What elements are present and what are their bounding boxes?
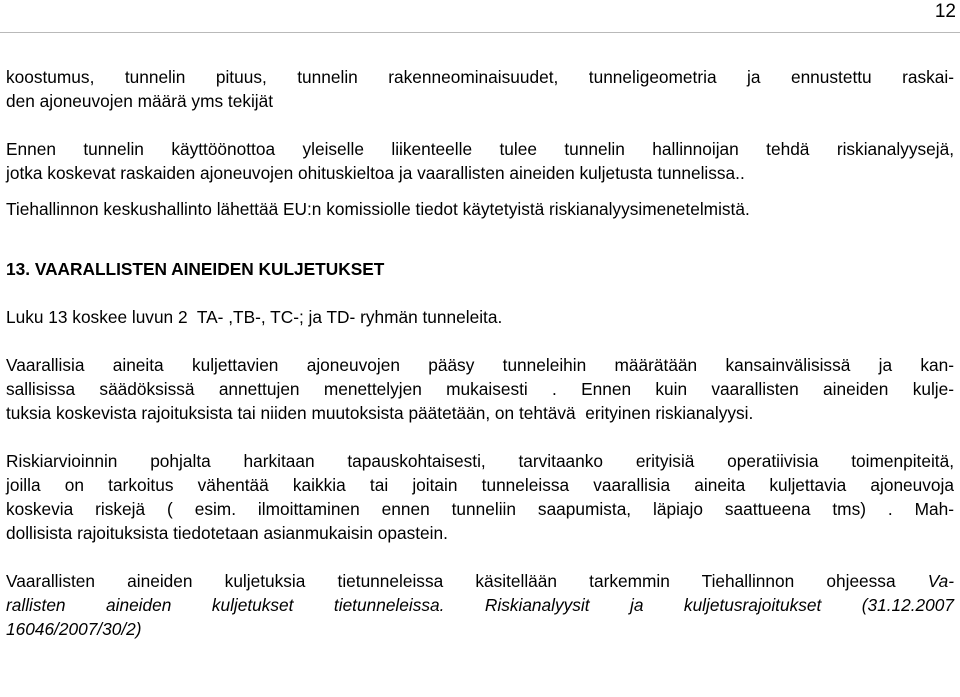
text-line: Vaarallisia aineita kuljettavien ajoneuvojen pääsy tunneleihin määrätään kansainvälisissä ja kan- [6, 355, 954, 375]
text-line: dollisista rajoituksista tiedotetaan asianmukaisin opastein. [6, 523, 448, 543]
section-title: 13. VAARALLISTEN AINEIDEN KULJETUKSET [6, 259, 385, 279]
section-heading [6, 257, 954, 281]
guideline-title: rallisten aineiden kuljetukset tietunneleissa. Riskianalyysit ja kuljetusrajoitukset (31.12.2007 [6, 595, 954, 615]
text-run: Vaarallisten aineiden kuljetuksia tietunneleissa käsitellään tarkemmin Tiehallinnon ohjeessa [6, 571, 928, 591]
text-line [6, 569, 954, 593]
text-line: sallisissa säädöksissä annettujen menettelyjen mukaisesti . Ennen kuin vaarallisten aineiden kulje- [6, 379, 954, 399]
text-line: Luku 13 koskee luvun 2 TA- ,TB-, TC-; ja TD- ryhmän tunneleita. [6, 307, 503, 327]
text-line: Tiehallinnon keskushallinto lähettää EU:n komissiolle tiedot käytetyistä riskianalyysimenetelmistä. [6, 199, 750, 219]
guideline-title: Va- [927, 571, 954, 591]
text-line: Riskiarvioinnin pohjalta harkitaan tapauskohtaisesti, tarvitaanko erityisiä operatiivisia toimenpiteitä, [6, 451, 954, 471]
paragraph-1 [6, 65, 954, 113]
text-line: joilla on tarkoitus vähentää kaikkia tai joitain tunneleissa vaarallisia aineita kuljettavia ajoneuvoja [6, 475, 954, 495]
header-rule [0, 32, 960, 33]
text-line: Ennen tunnelin käyttöönottoa yleiselle liikenteelle tulee tunnelin hallinnoijan tehdä riskianalyysejä, [6, 139, 954, 159]
paragraph-7 [6, 569, 954, 641]
paragraph-4 [6, 305, 954, 329]
paragraph-2 [6, 137, 954, 185]
text-line: jotka koskevat raskaiden ajoneuvojen ohituskieltoa ja vaarallisten aineiden kuljetusta tunnelissa.. [6, 163, 745, 183]
text-line: koskevia riskejä ( esim. ilmoittaminen ennen tunneliin saapumista, läpiajo saattueena tms) . Mah- [6, 499, 954, 519]
text-line: koostumus, tunnelin pituus, tunnelin rakenneominaisuudet, tunneligeometria ja ennustettu raskai- [6, 67, 954, 87]
guideline-reference: 16046/2007/30/2) [6, 619, 142, 639]
paragraph-3 [6, 197, 954, 221]
text-line: tuksia koskevista rajoituksista tai niiden muutoksista päätetään, on tehtävä erityinen riskianalyysi. [6, 403, 754, 423]
paragraph-6 [6, 449, 954, 545]
page-body [6, 65, 954, 641]
text-line: den ajoneuvojen määrä yms tekijät [6, 91, 274, 111]
paragraph-5 [6, 353, 954, 425]
page-number: 12 [934, 1, 956, 22]
